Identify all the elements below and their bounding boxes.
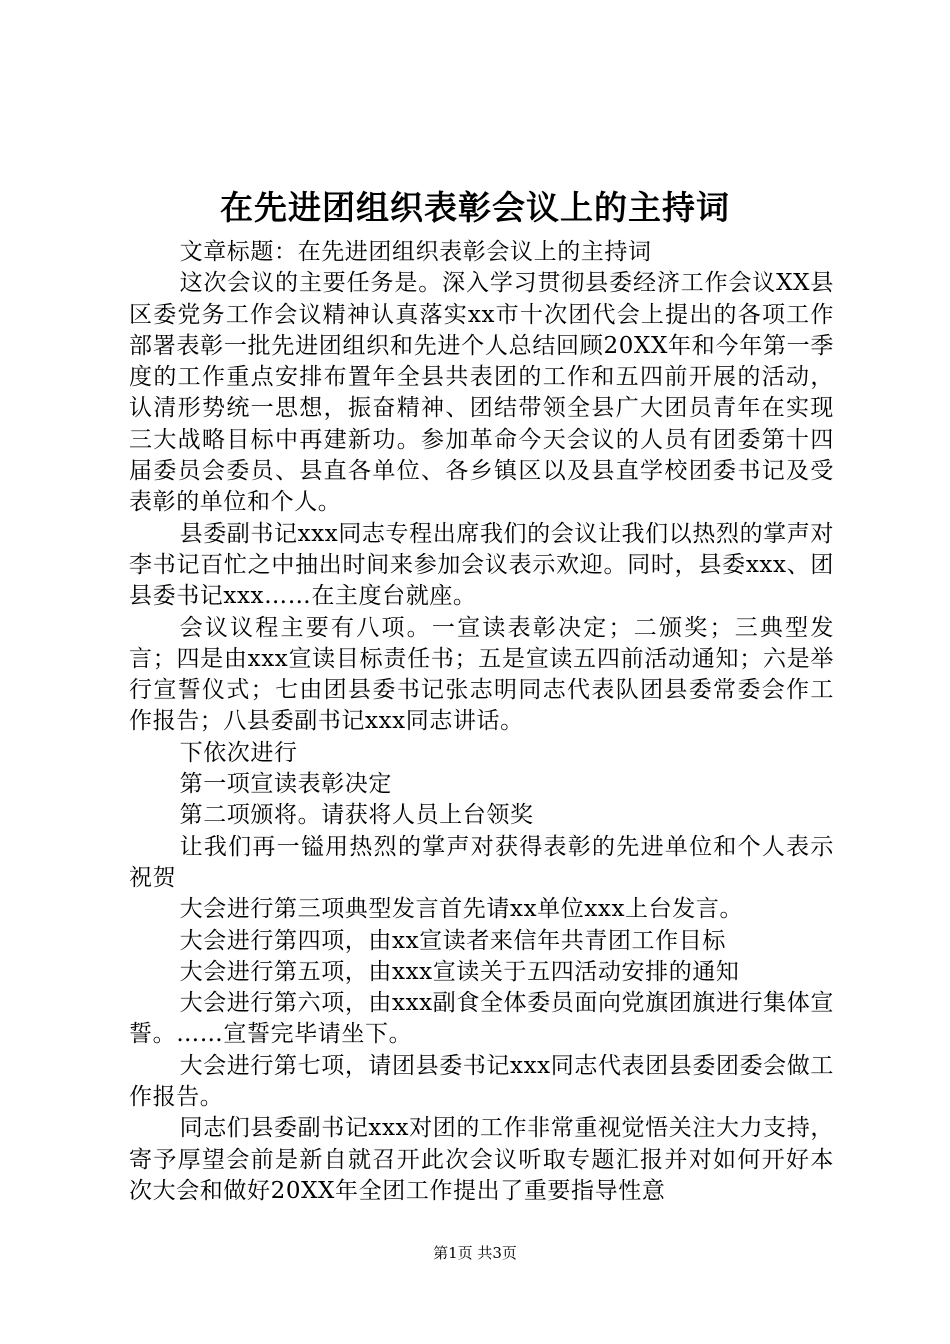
paragraph: 文章标题：在先进团组织表彰会议上的主持词 (179, 239, 652, 265)
paragraph: 第二项颁将。请获将人员上台领奖 (179, 802, 534, 829)
page-footer: 第1页 共3页 (433, 1244, 517, 1262)
paragraph: 会议议程主要有八项。一宣读表彰决定；二颁奖；三典型发言；四是由xxx宣读目标责任书；五是宣读五四前活动通知；六是举行宣誓仪式；七由团县委书记张志明同志代表队团县委常委会作工作报告；八县委副书记xxx同志讲话。 (129, 614, 834, 735)
paragraph: 大会进行第三项典型发言首先请xx单位xxx上台发言。 (179, 896, 744, 923)
paragraph: 大会进行第五项，由xxx宣读关于五四活动安排的通知 (179, 958, 740, 985)
document-body (129, 237, 834, 1207)
paragraph: 大会进行第六项，由xxx副食全体委员面向党旗团旗进行集体宣誓。……宣誓完毕请坐下。 (129, 990, 834, 1048)
paragraph: 大会进行第四项，由xx宣读者来信年共青团工作目标 (179, 927, 726, 954)
paragraph: 这次会议的主要任务是。深入学习贯彻县委经济工作会议XX县区委党务工作会议精神认真落实xx市十次团代会上提出的各项工作部署表彰一批先进团组织和先进个人总结回顾20XX年和今年第一季度的工作重点安排布置年全县共表团的工作和五四前开展的活动，认清形势统一思想，振奋精神、团结带领全县广大团员青年在实现三大战略目标中再建新功。参加革命今天会议的人员有团委第十四届委员会委员、县直各单位、各乡镇区以及县直学校团委书记及受表彰的单位和个人。 (129, 270, 834, 516)
paragraph: 下依次进行 (179, 739, 298, 766)
paragraph: 同志们县委副书记xxx对团的工作非常重视觉悟关注大力支持，寄予厚望会前是新自就召开此次会议听取专题汇报并对如何开好本次大会和做好20XX年全团工作提出了重要指导性意 (129, 1115, 834, 1204)
document-title: 在先进团组织表彰会议上的主持词 (220, 188, 730, 227)
paragraph: 第一项宣读表彰决定 (179, 771, 392, 798)
paragraph: 大会进行第七项，请团县委书记xxx同志代表团县委团委会做工作报告。 (129, 1052, 834, 1111)
paragraph: 县委副书记xxx同志专程出席我们的会议让我们以热烈的掌声对李书记百忙之中抽出时间来参加会议表示欢迎。同时，县委xxx、团县委书记xxx……在主度台就座。 (129, 520, 834, 610)
paragraph: 让我们再一镒用热烈的掌声对获得表彰的先进单位和个人表示祝贺 (129, 833, 834, 891)
